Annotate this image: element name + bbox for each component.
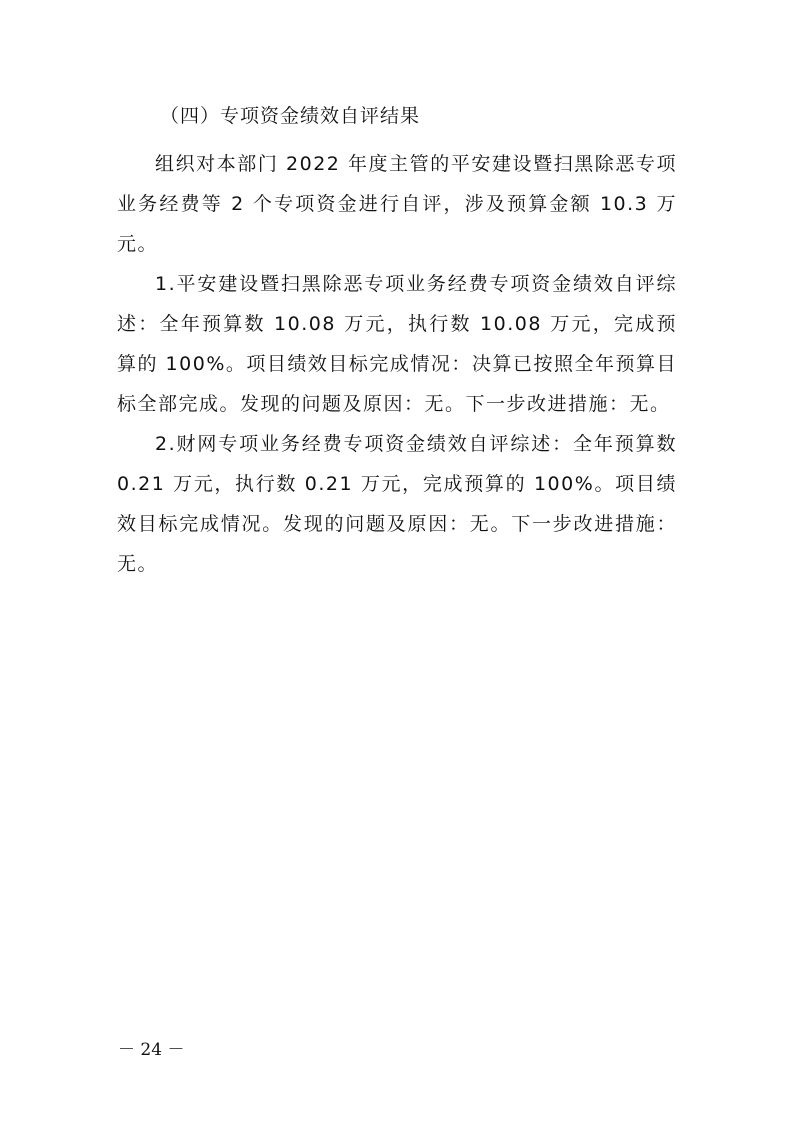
page-number: － 24 － <box>118 1040 185 1060</box>
document-body <box>117 144 677 584</box>
paragraph-summary: 组织对本部门 2022 年度主管的平安建设暨扫黑除恶专项业务经费等 2 个专项资金进行自评，涉及预算金额 10.3 万元。 <box>117 153 677 255</box>
paragraph-item-1: 1.平安建设暨扫黑除恶专项业务经费专项资金绩效自评综述：全年预算数 10.08 万元，执行数 10.08 万元，完成预算的 100%。项目绩效目标完成情况：决算已按照全年预算目标全部完成。发现的问题及原因：无。下一步改进措施：无。 <box>117 273 677 415</box>
paragraph-item-2: 2.财网专项业务经费专项资金绩效自评综述：全年预算数 0.21 万元，执行数 0.21 万元，完成预算的 100%。项目绩效目标完成情况。发现的问题及原因：无。下一步改进措施：无。 <box>117 433 677 575</box>
section-heading: （四）专项资金绩效自评结果 <box>160 105 421 127</box>
